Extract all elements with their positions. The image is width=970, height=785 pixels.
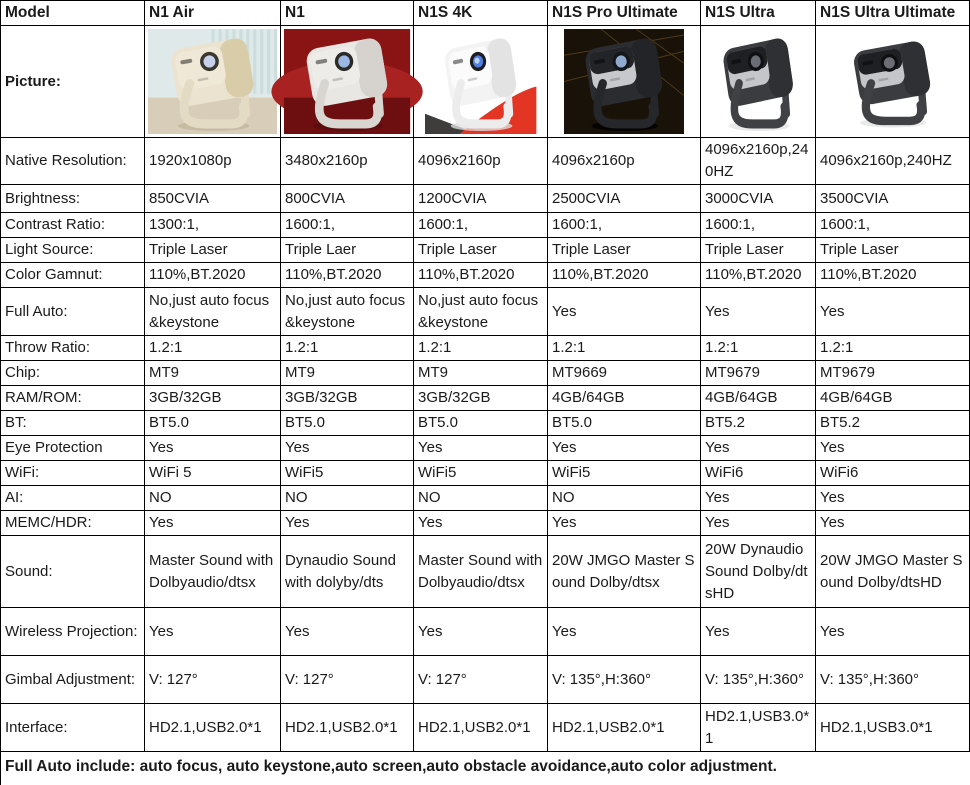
spec-cell: 110%,BT.2020 — [701, 263, 816, 288]
spec-cell: 4GB/64GB — [701, 386, 816, 411]
spec-cell: NO — [548, 486, 701, 511]
spec-cell: 110%,BT.2020 — [816, 263, 970, 288]
spec-cell: V: 135°,H:360° — [701, 656, 816, 704]
picture-cell-n1-air — [145, 26, 281, 138]
column-header-n1s-pro-ultimate: N1S Pro Ultimate — [548, 1, 701, 26]
spec-cell: Yes — [281, 436, 414, 461]
spec-cell: 1200CVIA — [414, 185, 548, 213]
spec-cell: MT9 — [414, 361, 548, 386]
row-label: BT: — [1, 411, 145, 436]
spec-cell: V: 127° — [145, 656, 281, 704]
spec-cell: 1600:1, — [701, 213, 816, 238]
spec-cell: Yes — [816, 608, 970, 656]
spec-cell: MT9 — [281, 361, 414, 386]
spec-cell: 1300:1, — [145, 213, 281, 238]
spec-cell: Master Sound with Dolbyaudio/dtsx — [145, 536, 281, 608]
spec-row-contrast-ratio — [1, 213, 970, 238]
spec-cell: WiFi5 — [548, 461, 701, 486]
spec-row-sound — [1, 536, 970, 608]
spec-cell: 20W JMGO Master Sound Dolby/dtsx — [548, 536, 701, 608]
spec-cell: 3GB/32GB — [281, 386, 414, 411]
spec-cell: Yes — [701, 436, 816, 461]
row-label: Throw Ratio: — [1, 336, 145, 361]
spec-cell: Triple Laser — [701, 238, 816, 263]
spec-cell: 4096x2160p,240HZ — [816, 138, 970, 185]
row-label: Eye Protection — [1, 436, 145, 461]
spec-row-ram-rom — [1, 386, 970, 411]
spec-cell: Triple Laser — [816, 238, 970, 263]
spec-cell: 3GB/32GB — [414, 386, 548, 411]
spec-cell: No,just auto focus&keystone — [145, 288, 281, 336]
spec-cell: Yes — [548, 608, 701, 656]
spec-cell: Yes — [281, 511, 414, 536]
spec-row-ai — [1, 486, 970, 511]
spec-cell: 1.2:1 — [701, 336, 816, 361]
spec-cell: Yes — [414, 608, 548, 656]
spec-cell: 800CVIA — [281, 185, 414, 213]
picture-cell-n1s-pro-ultimate — [548, 26, 701, 138]
spec-cell: 1.2:1 — [414, 336, 548, 361]
spec-cell: 1.2:1 — [816, 336, 970, 361]
spec-cell: Triple Laser — [414, 238, 548, 263]
spec-cell: HD2.1,USB3.0*1 — [816, 704, 970, 752]
spec-cell: Yes — [145, 511, 281, 536]
spec-cell: 1600:1, — [414, 213, 548, 238]
spec-row-light-source — [1, 238, 970, 263]
spec-row-color-gamnut — [1, 263, 970, 288]
header-row — [1, 1, 970, 26]
spec-cell: BT5.0 — [414, 411, 548, 436]
picture-cell-n1s-ultra — [701, 26, 816, 138]
n1-product-image — [284, 29, 410, 134]
spec-cell: 4096x2160p — [548, 138, 701, 185]
spec-cell: V: 135°,H:360° — [548, 656, 701, 704]
spec-cell: 20W Dynaudio Sound Dolby/dtsHD — [701, 536, 816, 608]
spec-cell: BT5.2 — [701, 411, 816, 436]
column-header-n1: N1 — [281, 1, 414, 26]
spec-cell: 1600:1, — [281, 213, 414, 238]
spec-cell: Yes — [414, 436, 548, 461]
spec-cell: 110%,BT.2020 — [281, 263, 414, 288]
n1s-ultra-product-image — [704, 29, 813, 134]
spec-row-wireless-projection — [1, 608, 970, 656]
n1s-4k-product-image — [425, 29, 536, 134]
spec-cell: WiFi 5 — [145, 461, 281, 486]
spec-row-chip — [1, 361, 970, 386]
spec-cell: 20W JMGO Master Sound Dolby/dtsHD — [816, 536, 970, 608]
spec-cell: HD2.1,USB2.0*1 — [548, 704, 701, 752]
spec-cell: HD2.1,USB2.0*1 — [414, 704, 548, 752]
spec-cell: NO — [281, 486, 414, 511]
spec-cell: Yes — [145, 436, 281, 461]
spec-cell: MT9679 — [816, 361, 970, 386]
spec-cell: NO — [414, 486, 548, 511]
spec-cell: Yes — [701, 486, 816, 511]
spec-cell: MT9 — [145, 361, 281, 386]
row-label: MEMC/HDR: — [1, 511, 145, 536]
picture-row — [1, 26, 970, 138]
column-header-n1s-ultra: N1S Ultra — [701, 1, 816, 26]
row-label: Light Source: — [1, 238, 145, 263]
spec-cell: 3000CVIA — [701, 185, 816, 213]
full-auto-footnote: Full Auto include: auto focus, auto keystone,auto screen,auto obstacle avoidance,auto color adjustment. — [0, 752, 969, 785]
row-label: Chip: — [1, 361, 145, 386]
spec-cell: V: 127° — [281, 656, 414, 704]
picture-cell-n1s-4k — [414, 26, 548, 138]
spec-row-native-resolution — [1, 138, 970, 185]
row-label: Native Resolution: — [1, 138, 145, 185]
row-label: Contrast Ratio: — [1, 213, 145, 238]
spec-cell: 110%,BT.2020 — [548, 263, 701, 288]
column-header-n1-air: N1 Air — [145, 1, 281, 26]
row-label: Brightness: — [1, 185, 145, 213]
row-label: Gimbal Adjustment: — [1, 656, 145, 704]
spec-cell: BT5.0 — [145, 411, 281, 436]
spec-row-brightness — [1, 185, 970, 213]
picture-cell-n1s-ultra-ultimate — [816, 26, 970, 138]
spec-cell: MT9679 — [701, 361, 816, 386]
spec-cell: Triple Laser — [145, 238, 281, 263]
spec-cell: Triple Laser — [548, 238, 701, 263]
spec-cell: 1.2:1 — [145, 336, 281, 361]
spec-cell: 3500CVIA — [816, 185, 970, 213]
spec-cell: Yes — [548, 436, 701, 461]
spec-cell: 4GB/64GB — [548, 386, 701, 411]
spec-cell: 4GB/64GB — [816, 386, 970, 411]
spec-cell: 1600:1, — [548, 213, 701, 238]
row-label: Color Gamnut: — [1, 263, 145, 288]
spec-row-bt — [1, 411, 970, 436]
spec-cell: WiFi6 — [701, 461, 816, 486]
spec-cell: 4096x2160p — [414, 138, 548, 185]
spec-cell: Yes — [281, 608, 414, 656]
spec-cell: HD2.1,USB2.0*1 — [145, 704, 281, 752]
spec-cell: Yes — [548, 511, 701, 536]
spec-cell: HD2.1,USB3.0*1 — [701, 704, 816, 752]
spec-cell: V: 135°,H:360° — [816, 656, 970, 704]
spec-cell: No,just auto focus&keystone — [281, 288, 414, 336]
spec-cell: WiFi5 — [281, 461, 414, 486]
row-label: Wireless Projection: — [1, 608, 145, 656]
row-label: Interface: — [1, 704, 145, 752]
spec-row-wifi — [1, 461, 970, 486]
spec-cell: 1.2:1 — [281, 336, 414, 361]
picture-cell-n1 — [281, 26, 414, 138]
spec-cell: 4096x2160p,240HZ — [701, 138, 816, 185]
spec-cell: Dynaudio Sound with dolyby/dts — [281, 536, 414, 608]
row-label: Full Auto: — [1, 288, 145, 336]
row-label: AI: — [1, 486, 145, 511]
spec-cell: 3480x2160p — [281, 138, 414, 185]
spec-cell: WiFi5 — [414, 461, 548, 486]
spec-cell: Yes — [816, 511, 970, 536]
spec-cell: Yes — [414, 511, 548, 536]
spec-cell: Yes — [701, 511, 816, 536]
spec-cell: Triple Laer — [281, 238, 414, 263]
spec-row-throw-ratio — [1, 336, 970, 361]
column-header-n1s-4k: N1S 4K — [414, 1, 548, 26]
spec-cell: BT5.2 — [816, 411, 970, 436]
spec-cell: 3GB/32GB — [145, 386, 281, 411]
row-label: Sound: — [1, 536, 145, 608]
row-label: RAM/ROM: — [1, 386, 145, 411]
spec-cell: 2500CVIA — [548, 185, 701, 213]
spec-cell: 850CVIA — [145, 185, 281, 213]
n1s-pro-ultimate-product-image — [564, 29, 684, 134]
picture-row-label: Picture: — [1, 26, 145, 138]
model-header: Model — [1, 1, 145, 26]
spec-cell: V: 127° — [414, 656, 548, 704]
n1-air-product-image — [148, 29, 277, 134]
spec-cell: Yes — [548, 288, 701, 336]
spec-cell: Yes — [145, 608, 281, 656]
spec-row-gimbal-adjustment — [1, 656, 970, 704]
column-header-n1s-ultra-ultimate: N1S Ultra Ultimate — [816, 1, 970, 26]
spec-cell: 1.2:1 — [548, 336, 701, 361]
spec-row-interface — [1, 704, 970, 752]
spec-cell: HD2.1,USB2.0*1 — [281, 704, 414, 752]
row-label: WiFi: — [1, 461, 145, 486]
spec-cell: 1600:1, — [816, 213, 970, 238]
spec-row-full-auto — [1, 288, 970, 336]
spec-cell: 110%,BT.2020 — [145, 263, 281, 288]
n1s-ultra-ultimate-product-image — [828, 29, 956, 134]
spec-row-eye-protection — [1, 436, 970, 461]
spec-cell: Yes — [816, 288, 970, 336]
spec-cell: MT9669 — [548, 361, 701, 386]
spec-cell: 1920x1080p — [145, 138, 281, 185]
spec-cell: NO — [145, 486, 281, 511]
spec-cell: WiFi6 — [816, 461, 970, 486]
spec-cell: BT5.0 — [548, 411, 701, 436]
spec-row-memc-hdr — [1, 511, 970, 536]
spec-cell: Master Sound with Dolbyaudio/dtsx — [414, 536, 548, 608]
spec-cell: Yes — [701, 608, 816, 656]
spec-cell: Yes — [701, 288, 816, 336]
spec-cell: Yes — [816, 436, 970, 461]
spec-cell: 110%,BT.2020 — [414, 263, 548, 288]
spec-cell: Yes — [816, 486, 970, 511]
spec-cell: BT5.0 — [281, 411, 414, 436]
spec-cell: No,just auto focus&keystone — [414, 288, 548, 336]
